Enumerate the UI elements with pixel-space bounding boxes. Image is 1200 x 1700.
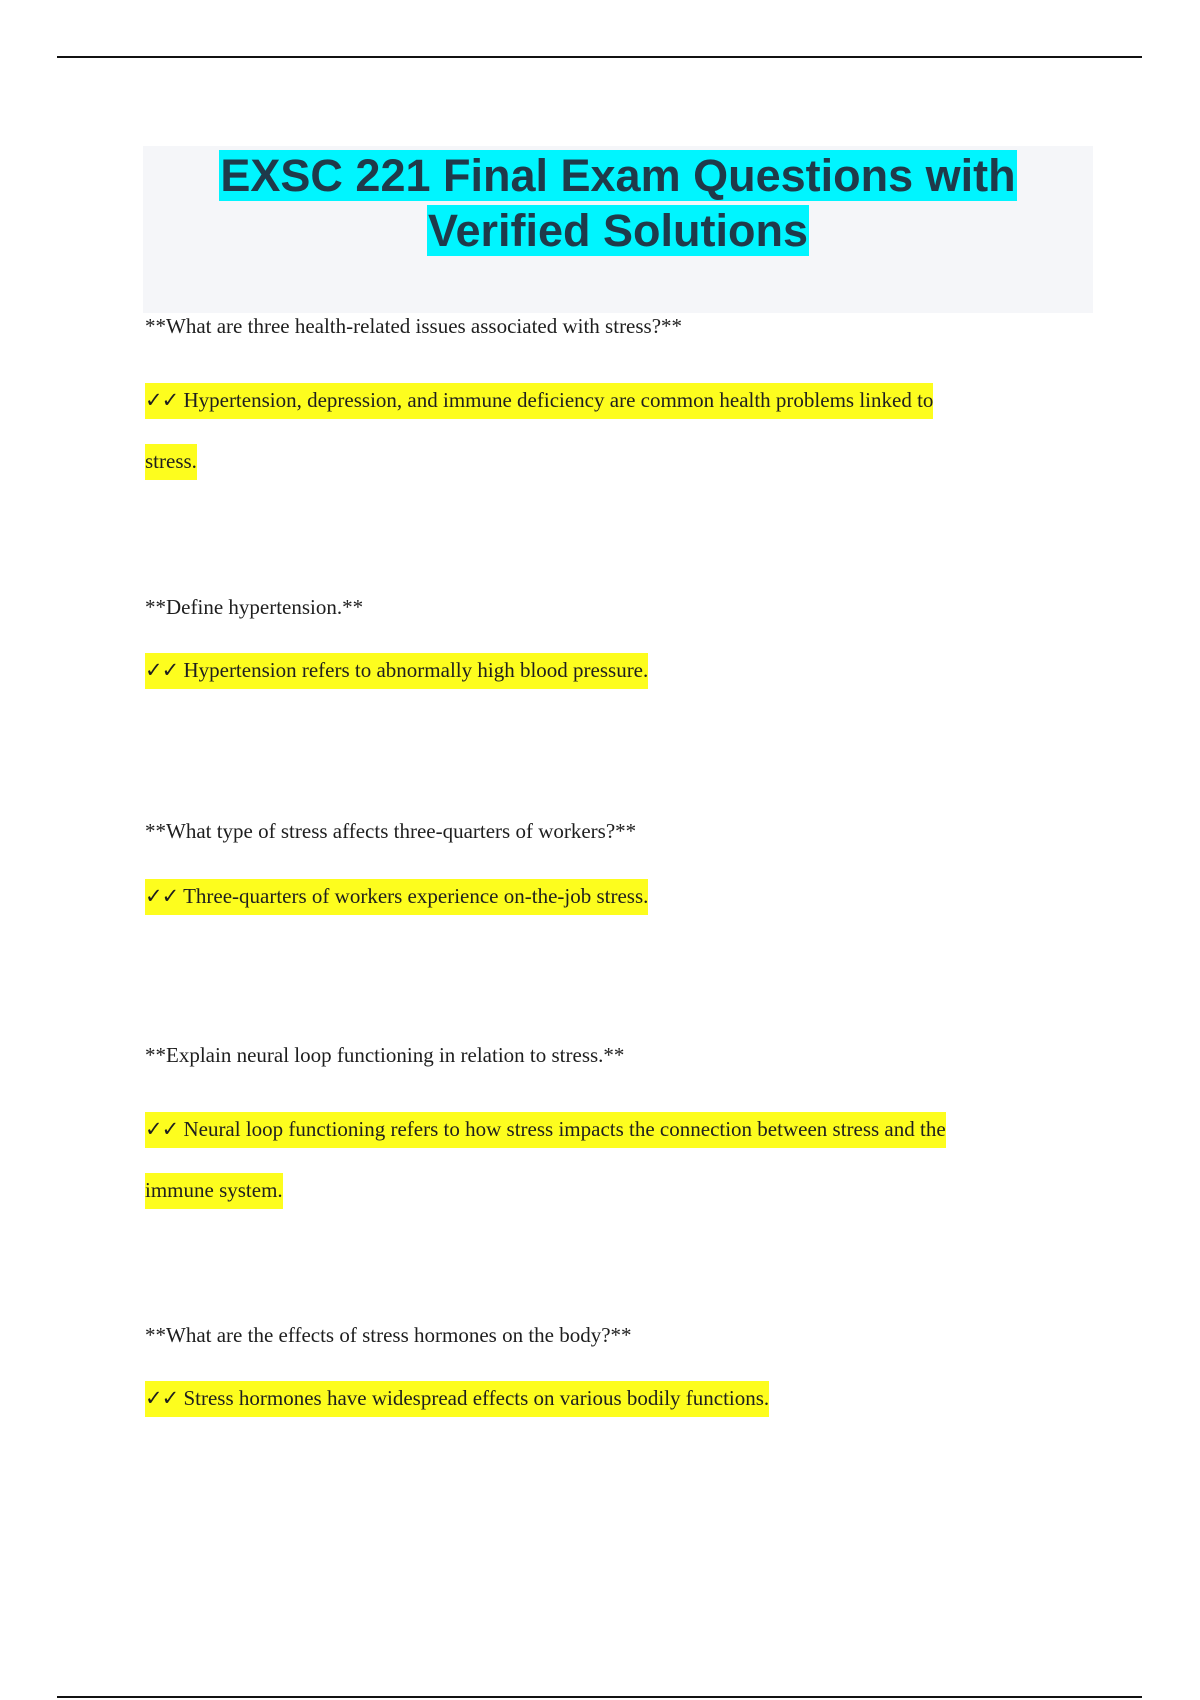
question-text: **Explain neural loop functioning in relation to stress.** [145,1043,625,1067]
answer-line-1: Hypertension refers to abnormally high blood pressure. [183,658,649,682]
qa-item-5 [145,1322,1095,1429]
double-check-icon: ✓✓ [145,1117,179,1141]
page-title [143,146,1093,258]
answer-text [145,866,1095,927]
answer-line-1: Stress hormones have widespread effects on various bodily functions. [183,1386,770,1410]
answer-text [145,1099,1095,1221]
title-block [143,146,1093,313]
answer-line-1: Three-quarters of workers experience on-the-job stress. [183,884,649,908]
answer-text [145,1368,1095,1429]
double-check-icon: ✓✓ [145,658,179,682]
bottom-rule [57,1696,1142,1698]
qa-item-3 [145,818,1095,927]
title-line-1: EXSC 221 Final Exam Questions with [220,150,1016,201]
top-rule [57,56,1142,58]
question-text: **What are the effects of stress hormones on the body?** [145,1323,632,1347]
answer-line-2: immune system. [145,1173,283,1209]
answer-line-1: Hypertension, depression, and immune deficiency are common health problems linked to [183,388,934,412]
double-check-icon: ✓✓ [145,388,179,412]
answer-line-1: Neural loop functioning refers to how stress impacts the connection between stress and the [183,1117,946,1141]
question-text: **What type of stress affects three-quarters of workers?** [145,819,637,843]
title-line-2: Verified Solutions [427,205,809,256]
answer-text [145,640,1095,701]
double-check-icon: ✓✓ [145,884,179,908]
answer-text [145,370,1095,492]
question-text: **Define hypertension.** [145,595,364,619]
qa-item-1 [145,313,1095,492]
question-text: **What are three health-related issues associated with stress?** [145,314,683,338]
answer-line-2: stress. [145,444,197,480]
double-check-icon: ✓✓ [145,1386,179,1410]
qa-item-2 [145,594,1095,701]
qa-item-4 [145,1042,1095,1221]
